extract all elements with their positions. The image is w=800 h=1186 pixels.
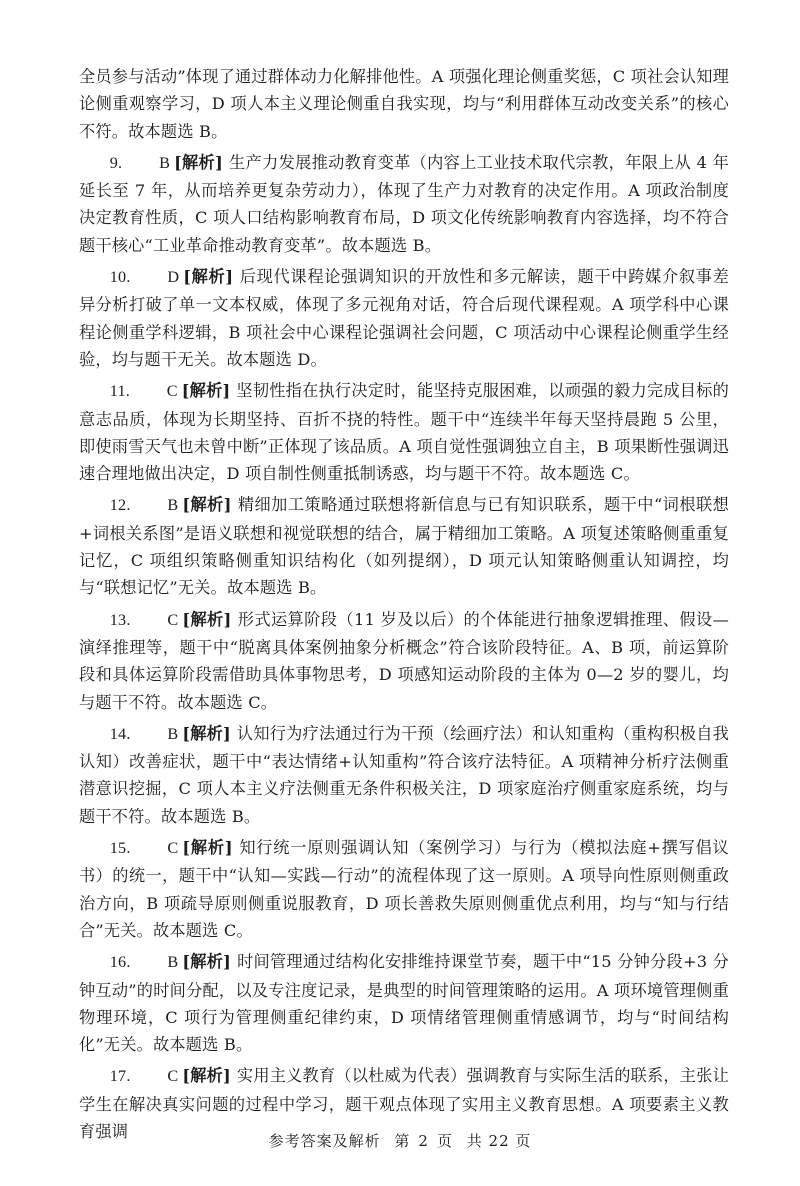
analysis-text: 精细加工策略通过联想将新信息与已有知识联系，题干中“词根联想+词根关系图”是语义联想和视觉联想的结合，属于精细加工策略。A 项复述策略侧重重复记忆，C 项组织策略侧重知识结构化（如列提纲），D 项元认知策略侧重认知调控，均与“联想记忆”无关。故本题选 B。 (79, 495, 729, 598)
question-number: 12. (109, 496, 131, 515)
question-number: 16. (109, 953, 131, 972)
answer-letter: C (167, 1067, 179, 1086)
analysis-text: 生产力发展推动教育变革（内容上工业技术取代宗教，年限上从 4 年延长至 7 年，从而培养更复杂劳动力），体现了生产力对教育的决定作用。A 项政治制度决定教育性质，C 项人口结构影响教育布局，D 项文化传统影响教育内容选择，均不符合题干核心“工业革命推动教育变革”。故本题选 B。 (79, 152, 729, 255)
item-13 (79, 606, 729, 716)
question-number: 10. (109, 268, 131, 287)
analysis-tag: [解析] (183, 267, 234, 287)
item-14 (79, 720, 729, 830)
analysis-text: 坚韧性指在执行决定时，能坚持克服困难，以顽强的毅力完成目标的意志品质，体现为长期坚持、百折不挠的特性。题干中“连续半年每天坚持晨跑 5 公里，即使雨雪天气也未曾中断”正体现了该品质。A 项自觉性强调独立自主，B 项果断性强调迅速合理地做出决定，D 项自制性侧重抵制诱惑，均与题干不符。故本题选 C。 (79, 381, 729, 484)
footer-total-pages: 共 22 页 (466, 1132, 532, 1150)
question-number: 15. (109, 839, 131, 858)
analysis-text: 后现代课程论强调知识的开放性和多元解读，题干中跨媒介叙事差异分析打破了单一文本权威，体现了多元视角对话，符合后现代课程观。A 项学科中心课程论侧重学科逻辑，B 项社会中心课程论强调社会问题，C 项活动中心课程论侧重学生经验，均与题干无关。故本题选 D。 (79, 267, 729, 369)
item-11 (79, 377, 729, 487)
item-16 (79, 948, 729, 1058)
footer-title: 参考答案及解析 (268, 1132, 381, 1150)
answer-letter: D (167, 268, 180, 287)
analysis-text: 知行统一原则强调认知（案例学习）与行为（模拟法庭+撰写倡议书）的统一，题干中“认知—实践—行动”的流程体现了这一原则。A 项导向性原则侧重政治方向，B 项疏导原则侧重说服教育，D 项长善救失原则侧重优点利用，均与“知与行结合”无关。故本题选 C。 (79, 838, 729, 940)
footer-page-number: 2 (418, 1132, 429, 1150)
answer-explanations (79, 63, 729, 1149)
question-number: 14. (109, 724, 131, 743)
answer-letter: C (167, 610, 179, 629)
analysis-tag: [解析] (182, 495, 232, 515)
analysis-tag: [解析] (182, 952, 232, 972)
intro-paragraph: 全员参与活动”体现了通过群体动力化解排他性。A 项强化理论侧重奖惩，C 项社会认知理论侧重观察学习，D 项人本主义理论侧重自我实现，均与“利用群体互动改变关系”的核心不符。故本题选 B。 (79, 67, 729, 141)
item-12 (79, 491, 729, 601)
question-number: 11. (109, 382, 130, 401)
item-10 (79, 263, 729, 373)
answer-letter: C (166, 382, 178, 401)
answer-letter: B (167, 724, 179, 743)
question-number: 13. (109, 610, 131, 629)
footer-page-suffix: 页 (436, 1132, 453, 1150)
analysis-tag: [解析] (182, 723, 231, 743)
footer-page-prefix: 第 (394, 1132, 411, 1150)
item-15 (79, 834, 729, 944)
page-footer (0, 1130, 800, 1151)
analysis-text: 时间管理通过结构化安排维持课堂节奏，题干中“15 分钟分段+3 分钟互动”的时间分配，以及专注度记录，是典型的时间管理策略的运用。A 项环境管理侧重物理环境，C 项行为管理侧重纪律约束，D 项情绪管理侧重情感调节，均与“时间结构化”无关。故本题选 B。 (79, 952, 729, 1055)
analysis-tag: [解析] (182, 1066, 231, 1086)
analysis-tag: [解析] (182, 609, 232, 629)
answer-letter: B (167, 496, 179, 515)
analysis-tag: [解析] (182, 838, 233, 858)
answer-letter: C (167, 839, 179, 858)
item-9 (79, 149, 729, 259)
question-number: 17. (109, 1067, 131, 1086)
answer-letter: B (167, 953, 179, 972)
analysis-text: 实用主义教育（以杜威为代表）强调教育与实际生活的联系，主张让学生在解决真实问题的过程中学习，题干观点体现了实用主义教育思想。A 项要素主义教育强调 (79, 1066, 729, 1141)
question-number: 9. (109, 153, 123, 172)
analysis-tag: [解析] (174, 152, 223, 172)
answer-letter: B (159, 153, 171, 172)
analysis-tag: [解析] (181, 381, 231, 401)
analysis-text: 认知行为疗法通过行为干预（绘画疗法）和认知重构（重构积极自我认知）改善症状，题干中“表达情绪+认知重构”符合该疗法特征。A 项精神分析疗法侧重潜意识挖掘，C 项人本主义疗法侧重无条件积极关注，D 项家庭治疗侧重家庭系统，均与题干不符。故本题选 B。 (79, 723, 729, 826)
analysis-text: 形式运算阶段（11 岁及以后）的个体能进行抽象逻辑推理、假设—演绎推理等，题干中“脱离具体案例抽象分析概念”符合该阶段特征。A、B 项，前运算阶段和具体运算阶段需借助具体事物思考，D 项感知运动阶段的主体为 0—2 岁的婴儿，均与题干不符。故本题选 C。 (79, 609, 729, 712)
